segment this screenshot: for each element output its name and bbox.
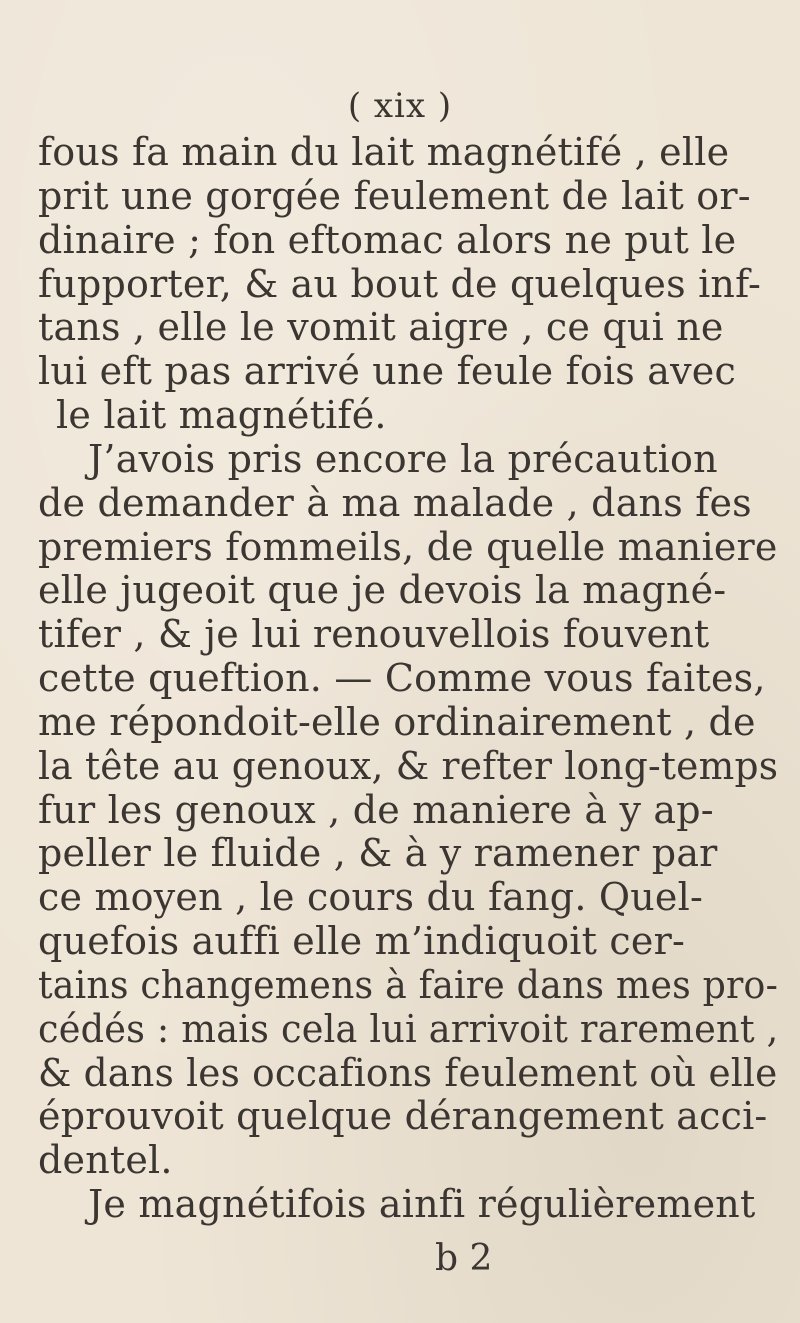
page-number: ( xix ): [347, 86, 453, 126]
text-line: & dans les occafions feulement où elle: [38, 1051, 778, 1095]
text-line: fur les genoux , de maniere à y ap-: [38, 788, 714, 832]
text-line: fupporter, & au bout de quelques inf-: [38, 262, 762, 306]
text-line: Je magnétifois ainfi régulièrement: [88, 1182, 756, 1226]
text-line: J’avois pris encore la précaution: [88, 437, 718, 481]
text-line: le lait magnétifé.: [56, 393, 387, 437]
text-line: peller le fluide , & à y ramener par: [38, 831, 718, 875]
text-line: prit une gorgée feulement de lait or-: [38, 174, 751, 218]
text-line: tans , elle le vomit aigre , ce qui ne: [38, 305, 724, 349]
text-line: tifer , & je lui renouvellois fouvent: [38, 612, 710, 656]
text-line: dinaire ; fon eftomac alors ne put le: [38, 218, 737, 262]
text-line: cette queftion. — Comme vous faites,: [38, 656, 766, 700]
text-line: elle jugeoit que je devois la magné-: [38, 568, 727, 612]
text-line: fous fa main du lait magnétifé , elle: [38, 130, 730, 174]
text-line: éprouvoit quelque dérangement acci-: [38, 1094, 768, 1138]
text-line: cédés : mais cela lui arrivoit rarement ,: [38, 1007, 779, 1051]
text-line: tains changemens à faire dans mes pro-: [38, 963, 779, 1007]
text-line: de demander à ma malade , dans fes: [38, 481, 752, 525]
text-line: la tête au genoux, & refter long-temps: [38, 744, 779, 788]
text-line: ce moyen , le cours du fang. Quel-: [38, 875, 703, 919]
text-line: lui eft pas arrivé une feule fois avec: [38, 349, 736, 393]
text-line: me répondoit-elle ordinairement , de: [38, 700, 756, 744]
text-line: dentel.: [38, 1138, 173, 1182]
text-line: premiers fommeils, de quelle maniere: [38, 525, 778, 569]
signature-mark: b 2: [435, 1238, 493, 1279]
text-line: quefois auffi elle m’indiquoit cer-: [38, 919, 685, 963]
